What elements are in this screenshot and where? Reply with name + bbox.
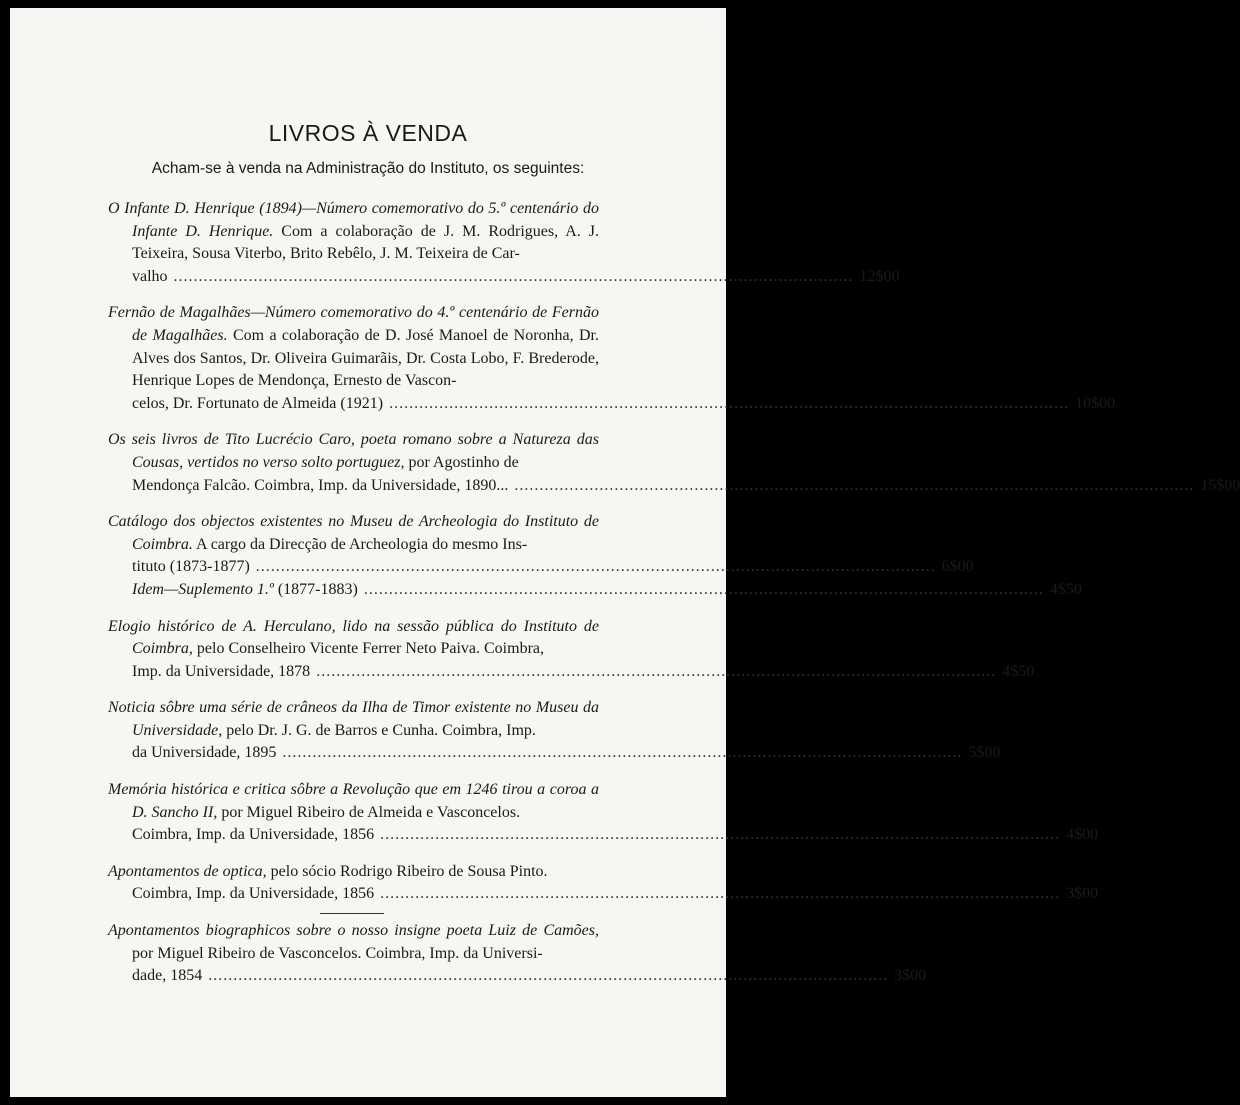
entry-price-line — [132, 556, 974, 579]
entry-body: por Miguel Ribeiro de Vasconcelos. Coimbra, Imp. da Universi- — [132, 944, 543, 962]
entry-title: Os seis livros de Tito Lucrécio Caro, poeta romano sobre a Natureza das Cousas, vertidos no verso solto portuguez, — [108, 431, 599, 471]
entry-body: por Miguel Ribeiro de Almeida e Vasconcelos. — [217, 803, 521, 821]
document-page — [10, 8, 1240, 1097]
entry-body: por Agostinho de — [404, 453, 519, 471]
catalog-entry — [108, 920, 927, 988]
entry-body: Com a colaboração de J. M. Rodrigues, A. J. Teixeira, Sousa Viterbo, Brito Rebêlo, J. M. Teixeira de Car- — [132, 222, 599, 263]
entry-price-line — [132, 475, 1240, 498]
entry-title: Apontamentos biographicos sobre o nosso insigne poeta Luiz de Camões, — [108, 922, 599, 940]
catalog-entry — [108, 861, 1099, 906]
dot-leader: ........................................................................................................................................ — [208, 967, 889, 985]
dot-leader: ........................................................................................................................................ — [514, 476, 1195, 494]
entry-last-line: dade, 1854 — [132, 967, 203, 985]
entry-price: 4$50 — [1049, 580, 1082, 598]
dot-leader: ........................................................................................................................................ — [282, 744, 963, 762]
entry-last-line: celos, Dr. Fortunato de Almeida (1921) — [132, 394, 384, 412]
dot-leader: ........................................................................................................................................ — [389, 394, 1070, 412]
entry-price-line — [132, 742, 1001, 765]
entry-title: Apontamentos de optica, — [108, 862, 267, 880]
entry-price: 4$00 — [1066, 826, 1099, 844]
closing-rule — [320, 913, 384, 914]
entry-price-line — [132, 824, 1099, 847]
catalog-entry — [108, 779, 1099, 847]
page-subtitle: Acham-se à venda na Administração do Instituto, os seguintes: — [151, 160, 585, 177]
entry-price-line — [132, 579, 1082, 602]
entry-title: Idem—Suplemento 1.º — [132, 580, 274, 598]
entry-last-line: valho — [132, 267, 168, 285]
entry-price-line — [132, 965, 927, 988]
catalog-entry — [108, 429, 1240, 497]
entry-price-line — [132, 883, 1099, 906]
entry-price-line — [132, 661, 1035, 684]
entry-title: Memória histórica e critica sôbre a Revolução que em 1246 tirou a coroa a D. Sancho II, — [108, 781, 599, 821]
dot-leader: ........................................................................................................................................ — [173, 267, 854, 285]
entry-title: Noticia sôbre uma série de crâneos da Ilha de Timor existente no Museu da Universidade, — [108, 699, 599, 739]
entry-price: 6$00 — [941, 558, 974, 576]
entry-last-line: Coimbra, Imp. da Universidade, 1856 — [132, 885, 375, 903]
catalog-entry — [108, 302, 1116, 415]
entry-price-line — [132, 266, 900, 289]
dot-leader: ........................................................................................................................................ — [380, 885, 1061, 903]
entry-last-line: Mendonça Falcão. Coimbra, Imp. da Universidade, 1890... — [132, 476, 509, 494]
catalog-entry — [108, 616, 1035, 684]
dot-leader: ........................................................................................................................................ — [316, 662, 997, 680]
entry-body: Com a colaboração de D. José Manoel de Noronha, Dr. Alves dos Santos, Dr. Oliveira Guimarãis, Dr. Costa Lobo, F. Brederode, Henrique Lopes de Mendonça, Ernesto de Vascon- — [132, 326, 599, 390]
entry-body: pelo Conselheiro Vicente Ferrer Neto Paiva. Coimbra, — [192, 640, 544, 658]
page-title: LIVROS À VENDA — [268, 120, 468, 146]
entry-title: Catálogo dos objectos existentes no Museu de Archeologia do Instituto de Coimbra. — [108, 513, 599, 553]
entry-title: O Infante D. Henrique (1894)—Número comemorativo do 5.º centenário do Infante D. Henrique. — [108, 200, 599, 240]
entry-price: 3$00 — [894, 967, 927, 985]
entry-last-line: Imp. da Universidade, 1878 — [132, 662, 311, 680]
book-catalog — [108, 198, 1240, 1002]
entry-title: Elogio histórico de A. Herculano, lido na sessão pública do Instituto de Coimbra, — [108, 617, 599, 658]
entry-title: Fernão de Magalhães—Número comemorativo do 4.º centenário de Fernão de Magalhães. — [108, 304, 599, 344]
entry-last-line: tituto (1873-1877) — [132, 558, 250, 576]
dot-leader: ........................................................................................................................................ — [380, 826, 1061, 844]
catalog-entry — [108, 697, 1001, 765]
entry-price-line — [132, 393, 1116, 416]
entry-body: A cargo da Direcção de Archeologia do mesmo Ins- — [192, 535, 528, 553]
entry-last-line: Coimbra, Imp. da Universidade, 1856 — [132, 826, 375, 844]
catalog-entry — [108, 511, 974, 579]
entry-last-line: (1877-1883) — [277, 580, 358, 598]
entry-price: 4$50 — [1002, 662, 1035, 680]
entry-last-line: da Universidade, 1895 — [132, 744, 277, 762]
entry-price: 12$00 — [859, 267, 900, 285]
catalog-entry — [108, 198, 900, 288]
entry-price: 15$00 — [1200, 476, 1240, 494]
dot-leader: ........................................................................................................................................ — [255, 558, 936, 576]
dot-leader: ........................................................................................................................................ — [363, 580, 1044, 598]
entry-body: pelo sócio Rodrigo Ribeiro de Sousa Pinto. — [266, 862, 548, 880]
entry-price: 3$00 — [1066, 885, 1099, 903]
entry-price: 5$00 — [968, 744, 1001, 762]
entry-price: 10$00 — [1075, 394, 1116, 412]
catalog-entry — [108, 579, 1082, 602]
entry-body: pelo Dr. J. G. de Barros e Cunha. Coimbra, Imp. — [222, 721, 536, 739]
